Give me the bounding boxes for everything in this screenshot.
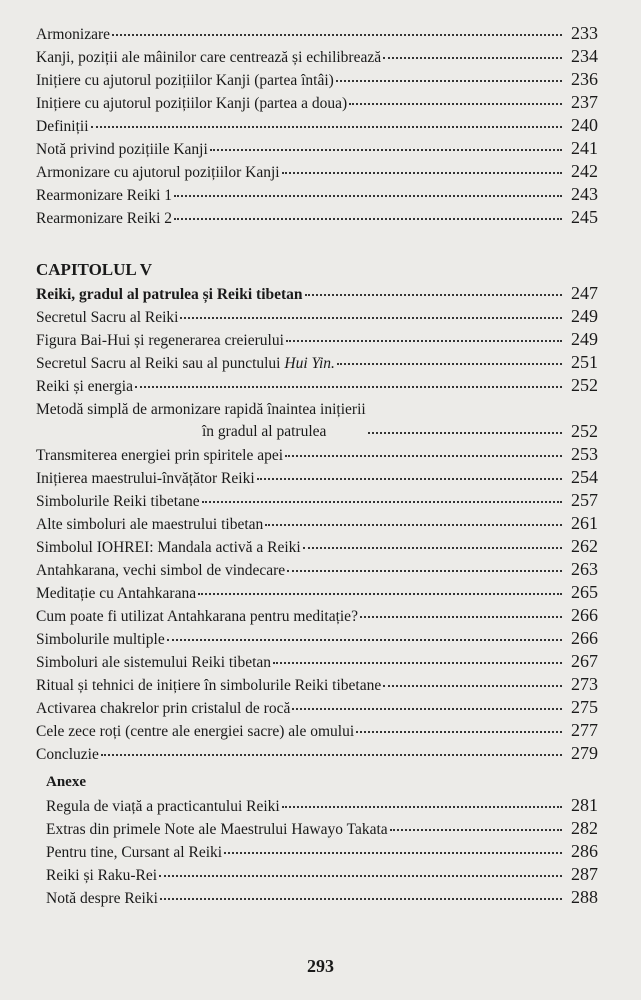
- toc-entry[interactable]: [36, 305, 598, 328]
- dot-leader: [383, 53, 562, 59]
- toc-entry-page: 234: [571, 46, 598, 66]
- toc-entry[interactable]: [36, 512, 598, 535]
- toc-entry[interactable]: [46, 840, 598, 863]
- toc-chapter-5: [36, 258, 598, 765]
- toc-entry-title: Rearmonizare Reiki 2: [36, 210, 173, 227]
- dot-leader: [356, 727, 562, 733]
- toc-entry-title: Pentru tine, Cursant al Reiki: [46, 844, 223, 861]
- toc-entry-title: Antahkarana, vechi simbol de vindecare: [36, 562, 286, 579]
- toc-entry-page: 275: [571, 697, 598, 717]
- dot-leader: [174, 191, 562, 197]
- toc-entry[interactable]: [36, 45, 598, 68]
- toc-entry-page: 282: [571, 818, 598, 838]
- dot-leader: [135, 382, 562, 388]
- toc-entry[interactable]: [36, 114, 598, 137]
- toc-entry-page: 249: [571, 329, 598, 349]
- toc-entry-title: Inițiere cu ajutorul pozițiilor Kanji (partea a doua): [36, 95, 348, 112]
- toc-entry-page: 236: [571, 69, 598, 89]
- toc-entry-title: Activarea chakrelor prin cristalul de rocă: [36, 700, 291, 717]
- toc-entry[interactable]: [36, 351, 598, 374]
- toc-entry-page: 277: [571, 720, 598, 740]
- toc-entry-title: Concluzie: [36, 746, 99, 763]
- dot-leader: [112, 30, 562, 36]
- toc-entry[interactable]: [36, 282, 598, 305]
- toc-entry-title: Cum poate fi utilizat Antahkarana pentru meditație?: [36, 608, 358, 625]
- toc-entry-title-text: Secretul Sacru al Reiki sau al punctului: [36, 355, 285, 372]
- dot-leader: [160, 894, 562, 900]
- toc-entry-page: 273: [571, 674, 598, 694]
- toc-entry-page: 247: [571, 283, 598, 303]
- toc-entry[interactable]: [36, 397, 598, 443]
- toc-entry[interactable]: [46, 817, 598, 840]
- toc-entry-page: 257: [571, 490, 598, 510]
- toc-entry-title: Inițiere cu ajutorul pozițiilor Kanji (partea întâi): [36, 72, 334, 89]
- toc-entry-title: Alte simboluri ale maestrului tibetan: [36, 516, 264, 533]
- toc-entry[interactable]: [36, 22, 598, 45]
- dot-leader: [305, 290, 562, 296]
- toc-entry-title: Kanji, poziții ale mâinilor care centrează și echilibrează: [36, 49, 382, 66]
- toc-entry-title-italic: Hui Yin.: [284, 355, 335, 372]
- toc-entry[interactable]: [36, 489, 598, 512]
- toc-entry[interactable]: [36, 719, 598, 742]
- toc-entry[interactable]: [36, 374, 598, 397]
- dot-leader: [101, 750, 562, 756]
- toc-entry[interactable]: [36, 558, 598, 581]
- toc-anexe: [46, 770, 598, 909]
- toc-entry[interactable]: [36, 581, 598, 604]
- chapter-heading: CAPITOLUL V: [36, 260, 153, 279]
- dot-leader: [360, 612, 562, 618]
- dot-leader: [257, 474, 562, 480]
- toc-entry-title: Cele zece roți (centre ale energiei sacre) ale omului: [36, 723, 355, 740]
- toc-entry-title: [36, 399, 366, 443]
- toc-entry-page: 252: [571, 421, 598, 441]
- dot-leader: [180, 313, 562, 319]
- toc-entry-title-line2: în gradul al patrulea: [202, 423, 327, 440]
- toc-entry-page: 286: [571, 841, 598, 861]
- toc-entry-page: 242: [571, 161, 598, 181]
- dot-leader: [198, 589, 562, 595]
- toc-entry-page: 240: [571, 115, 598, 135]
- toc-entry-page: 287: [571, 864, 598, 884]
- toc-entry-title: Definiții: [36, 118, 89, 135]
- toc-entry-title: Secretul Sacru al Reiki: [36, 309, 179, 326]
- toc-entry-title: Extras din primele Note ale Maestrului Hawayo Takata: [46, 821, 388, 838]
- dot-leader: [368, 428, 562, 434]
- toc-entry[interactable]: [36, 673, 598, 696]
- dot-leader: [383, 681, 562, 687]
- toc-entry-page: 262: [571, 536, 598, 556]
- toc-entry-title: Armonizare: [36, 26, 111, 43]
- dot-leader: [303, 543, 562, 549]
- dot-leader: [174, 214, 562, 220]
- toc-entry[interactable]: [46, 794, 598, 817]
- toc-entry-title: Armonizare cu ajutorul pozițiilor Kanji: [36, 164, 280, 181]
- toc-entry[interactable]: [36, 160, 598, 183]
- dot-leader: [282, 802, 562, 808]
- dot-leader: [282, 168, 562, 174]
- dot-leader: [285, 451, 562, 457]
- toc-entry-title-line1: Metodă simplă de armonizare rapidă înaintea inițierii: [36, 401, 366, 418]
- toc-entry-page: 233: [571, 23, 598, 43]
- toc-entry-page: 245: [571, 207, 598, 227]
- toc-entry-page: 265: [571, 582, 598, 602]
- toc-entry[interactable]: [36, 742, 598, 765]
- toc-entry-page: 237: [571, 92, 598, 112]
- toc-entry-page: 263: [571, 559, 598, 579]
- toc-entry[interactable]: [36, 206, 598, 229]
- toc-entry-page: 267: [571, 651, 598, 671]
- dot-leader: [91, 122, 562, 128]
- toc-entry-title: Notă despre Reiki: [46, 890, 158, 907]
- toc-entry-title: Regula de viață a practicantului Reiki: [46, 798, 280, 815]
- toc-entry-title: Simbolurile Reiki tibetane: [36, 493, 200, 510]
- toc-entry-title: Transmiterea energiei prin spiritele apei: [36, 447, 284, 464]
- toc-entry-page: 249: [571, 306, 598, 326]
- dot-leader: [273, 658, 562, 664]
- dot-leader: [337, 359, 562, 365]
- toc-entry-title: Reiki și energia: [36, 378, 133, 395]
- toc-entry-page: 254: [571, 467, 598, 487]
- toc-entry[interactable]: [46, 886, 598, 909]
- anexe-heading: Anexe: [46, 774, 86, 790]
- toc-entry-title: Inițierea maestrului-învățător Reiki: [36, 470, 255, 487]
- toc-entry-title: Figura Bai-Hui și regenerarea creierului: [36, 332, 284, 349]
- toc-entry[interactable]: [36, 696, 598, 719]
- toc-entry-page: 252: [571, 375, 598, 395]
- toc-entry-page: 253: [571, 444, 598, 464]
- dot-leader: [349, 99, 562, 105]
- dot-leader: [265, 520, 562, 526]
- toc-entry-page: 266: [571, 628, 598, 648]
- toc-entry-page: 288: [571, 887, 598, 907]
- dot-leader: [167, 635, 562, 641]
- toc-entry-page: 251: [571, 352, 598, 372]
- toc-entry-page: 281: [571, 795, 598, 815]
- dot-leader: [287, 566, 562, 572]
- toc-entry-title: Reiki și Raku-Rei: [46, 867, 158, 884]
- toc-entry[interactable]: [36, 535, 598, 558]
- toc-entry[interactable]: [36, 627, 598, 650]
- toc-entry[interactable]: [36, 91, 598, 114]
- toc-entry-title: Rearmonizare Reiki 1: [36, 187, 173, 204]
- toc-entry-page: 243: [571, 184, 598, 204]
- dot-leader: [210, 145, 562, 151]
- dot-leader: [390, 825, 562, 831]
- toc-entry[interactable]: [36, 183, 598, 206]
- toc-entry-title: Simboluri ale sistemului Reiki tibetan: [36, 654, 272, 671]
- dot-leader: [292, 704, 562, 710]
- dot-leader: [159, 871, 562, 877]
- dot-leader: [202, 497, 562, 503]
- dot-leader: [336, 76, 562, 82]
- toc-entry-title: [36, 352, 335, 375]
- toc-entry-page: 266: [571, 605, 598, 625]
- toc-entry[interactable]: [36, 466, 598, 489]
- toc-entry[interactable]: [36, 328, 598, 351]
- dot-leader: [224, 848, 562, 854]
- toc-entry[interactable]: [36, 137, 598, 160]
- toc-section-continued: [36, 22, 598, 229]
- toc-entry-title: Ritual și tehnici de inițiere în simbolurile Reiki tibetane: [36, 677, 382, 694]
- page-number: 293: [307, 956, 334, 976]
- toc-entry-title: Simbolurile multiple: [36, 631, 165, 648]
- toc-entry-page: 241: [571, 138, 598, 158]
- toc-entry[interactable]: [46, 863, 598, 886]
- toc-entry[interactable]: [36, 604, 598, 627]
- toc-entry[interactable]: [36, 443, 598, 466]
- dot-leader: [286, 336, 562, 342]
- toc-entry-title: Meditație cu Antahkarana: [36, 585, 197, 602]
- toc-entry-title: Simbolul IOHREI: Mandala activă a Reiki: [36, 539, 301, 556]
- toc-entry[interactable]: [36, 68, 598, 91]
- toc-entry[interactable]: [36, 650, 598, 673]
- toc-entry-page: 279: [571, 743, 598, 763]
- toc-entry-page: 261: [571, 513, 598, 533]
- toc-entry-title: Reiki, gradul al patrulea și Reiki tibetan: [36, 286, 303, 303]
- toc-entry-title: Notă privind pozițiile Kanji: [36, 141, 208, 158]
